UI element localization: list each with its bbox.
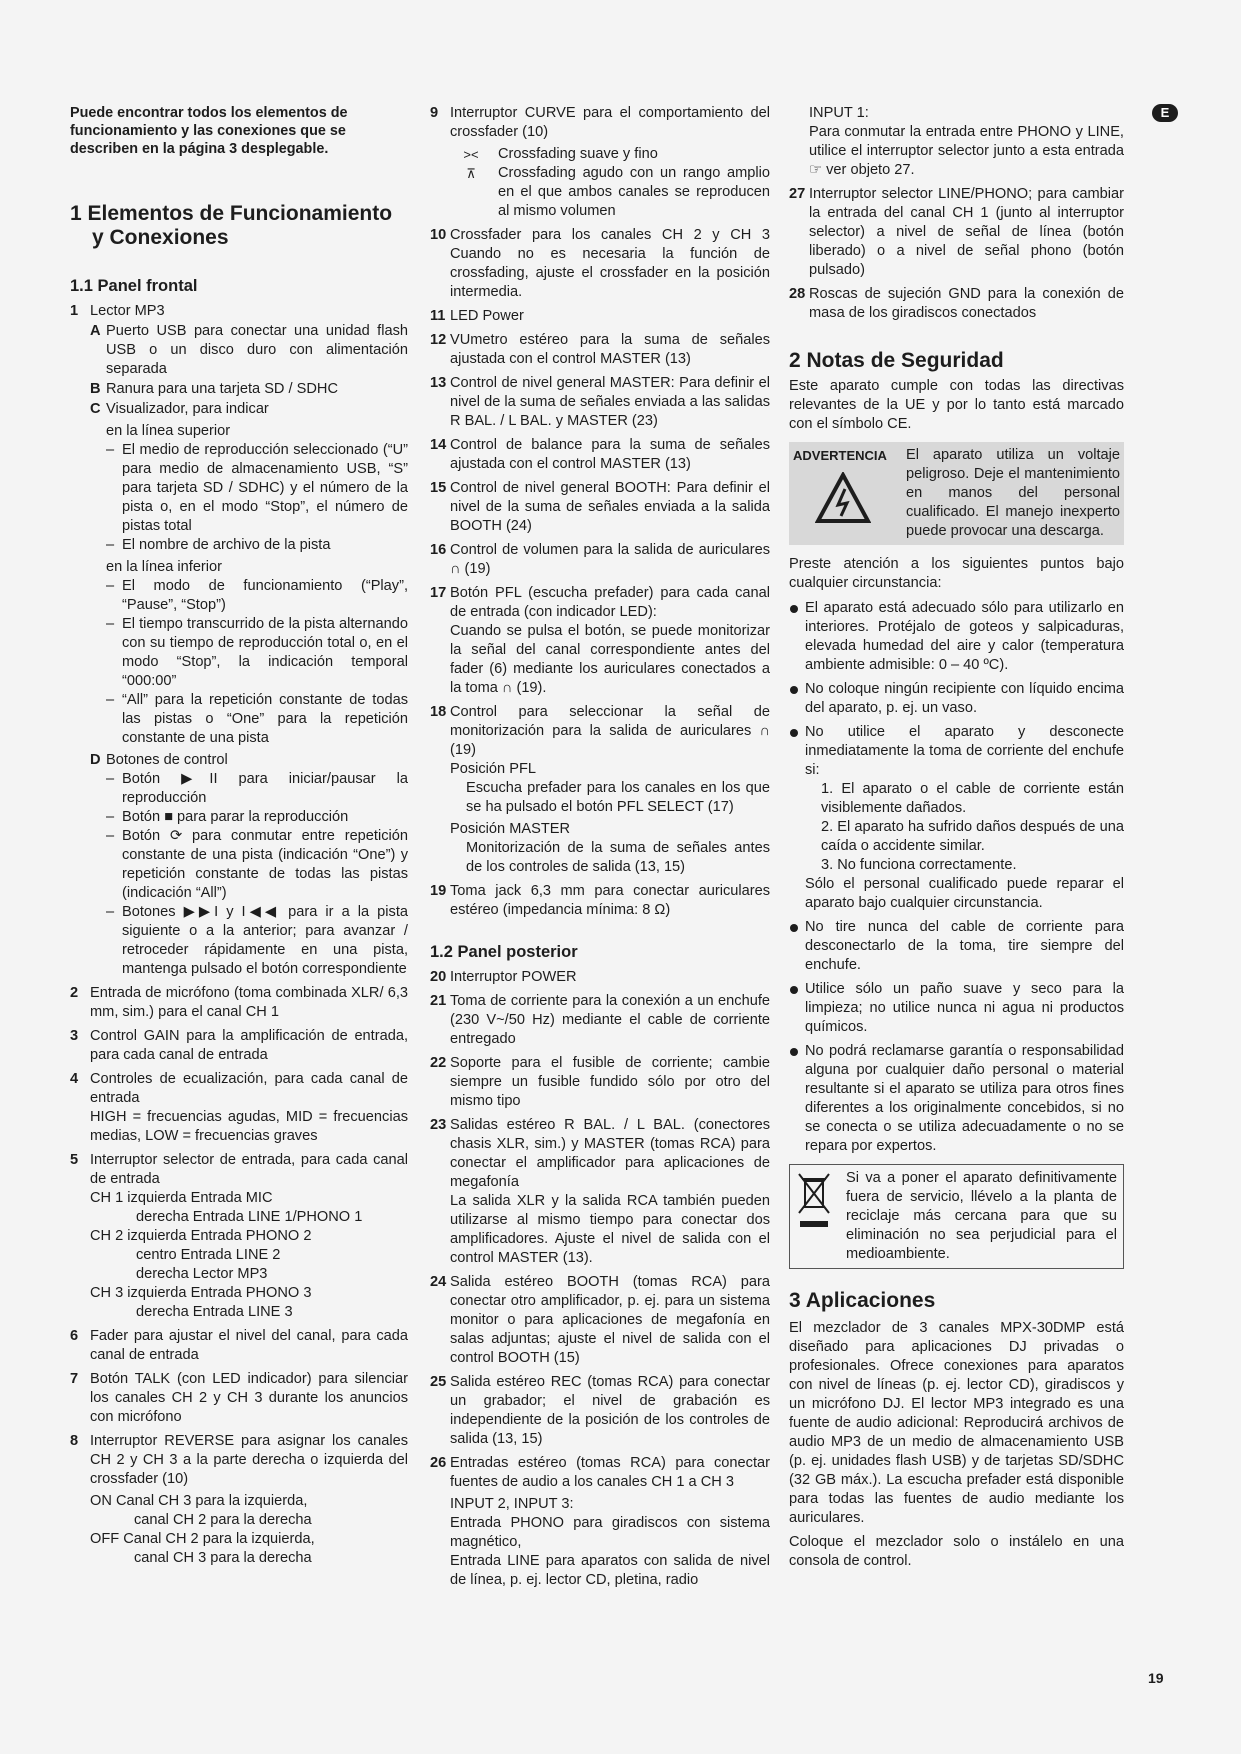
item-20: 20 Interruptor POWER — [430, 969, 577, 985]
safety-bullet-5: Utilice sólo un paño suave y seco para la limpieza; no utilice nunca ni agua ni productos químicos. — [789, 980, 1124, 1037]
item-11: 11 LED Power — [430, 308, 524, 324]
item-27: 27 Interruptor selector LINE/PHONO; para cambiar la entrada del canal CH 1 (junto al interruptor selector) a nivel de señal de línea (botón liberado) o a nivel de señal phono (botón pulsado) — [789, 186, 1124, 278]
item-2: 2 Entrada de micrófono (toma combinada XLR/ 6,3 mm, sim.) para el canal CH 1 — [70, 985, 408, 1020]
crossed-bin-icon — [796, 1169, 832, 1235]
item-25: 25 Salida estéreo REC (tomas RCA) para conectar un grabador; el nivel de grabación es independiente de la posición de los controles de salida (13, 15) — [430, 1374, 770, 1447]
column-2 — [430, 104, 770, 1595]
section-1-title: 1 Elementos de Funcionamiento y Conexiones — [70, 202, 393, 249]
safety-bullet-3: No utilice el aparato y desconecte inmediatamente la toma de corriente del enchufe si: 1. El aparato o el cable de corriente están visiblemente dañados. 2. El aparato ha sufrido daños después de una caída o accidente similar. 3. No funciona correctamente. Sólo el personal cualificado puede reparar el aparato bajo cualquier circunstancia. — [789, 723, 1124, 913]
item-9: 9 Interruptor CURVE para el comportamiento del crossfader (10) >< Crossfading suave y fino ⊼ Crossfading agudo con un rango amplio en el que ambos canales se reproducen al mismo volumen — [430, 105, 770, 219]
column-1 — [70, 104, 408, 1573]
item-15: 15 Control de nivel general BOOTH: Para definir el nivel de la suma de señales enviada a la salida BOOTH (24) — [430, 480, 770, 534]
item-19: 19 Toma jack 6,3 mm para conectar auriculares estéreo (impedancia mínima: 8 Ω) — [430, 883, 770, 918]
attention-text: Preste atención a los siguientes puntos bajo cualquier circunstancia: — [789, 556, 1124, 591]
safety-bullet-1: El aparato está adecuado sólo para utilizarlo en interiores. Protéjalo de goteos y salpicaduras, elevada humedad del aire y calor (temperatura ambiente admisible: 0 – 40 ºC). — [789, 599, 1124, 675]
recycling-box — [789, 1164, 1124, 1269]
section-3-title: 3 Aplicaciones — [789, 1289, 936, 1312]
item-13: 13 Control de nivel general MASTER: Para definir el nivel de la suma de señales enviada a las salidas R BAL. / L BAL. y MASTER (23) — [430, 375, 770, 429]
item-6: 6 Fader para ajustar el nivel del canal, para cada canal de entrada — [70, 1328, 408, 1363]
page-number: 19 — [1148, 1670, 1164, 1686]
item-18: 18 Control para seleccionar la señal de monitorización para la salida de auriculares ∩ (19) Posición PFL Escucha prefader para los canales en los que se ha pulsado el botón PFL SELECT (17) Posición MASTER Monitorización de la suma de señales antes de los controles de salida (13, 15) — [430, 704, 770, 875]
item-21: 21 Toma de corriente para la conexión a un enchufe (230 V~/50 Hz) mediante el cable de corriente entregado — [430, 993, 770, 1047]
item-28: 28 Roscas de sujeción GND para la conexión de masa de los giradiscos conectados — [789, 286, 1124, 321]
item-26: 26 Entradas estéreo (tomas RCA) para conectar fuentes de audio a los canales CH 1 a CH 3 INPUT 2, INPUT 3: Entrada PHONO para giradiscos con sistema magnético, Entrada LINE para aparatos con salida de nivel de línea, p. ej. lector CD, pletina, radio — [430, 1455, 770, 1588]
safety-intro: Este aparato cumple con todas las directivas relevantes de la UE y por lo tanto está marcado con el símbolo CE. — [789, 378, 1124, 432]
safety-bullet-6: No podrá reclamarse garantía o responsabilidad alguna por cualquier daño personal o material resultante si el aparato se utiliza para otros fines diferentes a los originalmente concebidos, si no se conecta o se utiliza adecuadamente o no se repara por expertos. — [789, 1042, 1124, 1156]
subsection-front-title: 1.1 Panel frontal — [70, 277, 198, 295]
applications-text: El mezclador de 3 canales MPX-30DMP está diseñado para aplicaciones DJ privadas o profesionales. Ofrece conexiones para aparatos con nivel de líneas (p. ej. lector CD), giradiscos y un micrófono DJ. El lector MP3 integrado es una fuente de audio adicional: Reproducirá archivos de audio MP3 de un medio de almacenamiento USB (p. ej. unidades flash USB) y de tarjetas SD/SDHC (32 GB máx.). La escucha prefader está disponible para todas las fuentes de audio mediante los auriculares. — [789, 1320, 1124, 1526]
item-23: 23 Salidas estéreo R BAL. / L BAL. (conectores chasis XLR, sim.) y MASTER (tomas RCA) para conectar el amplificador para aplicaciones de megafonía La salida XLR y la salida RCA también pueden utilizarse al mismo tiempo para conectar dos amplificadores. Ajuste el nivel de salida con el control MASTER (13). — [430, 1117, 770, 1266]
high-voltage-icon — [815, 472, 871, 524]
applications-text-2: Coloque el mezclador solo o instálelo en una consola de control. — [789, 1534, 1124, 1569]
sharp-curve-icon: ⊼ — [466, 166, 476, 181]
recycling-text: Si va a poner el aparato definitivamente fuera de servicio, llévelo a la planta de reciclaje más cercana para que su eliminación no sea perjudicial para el medioambiente. — [846, 1170, 1117, 1262]
item-5: 5 Interruptor selector de entrada, para cada canal de entrada CH 1 izquierda Entrada MIC derecha Entrada LINE 1/PHONO 1 CH 2 izquierda Entrada PHONO 2 centro Entrada LINE 2 derecha Lector MP3 CH 3 izquierda Entrada PHONO 3 derecha Entrada LINE 3 — [70, 1152, 408, 1320]
language-badge: E — [1152, 104, 1178, 122]
column-3 — [789, 104, 1124, 1571]
warning-box — [789, 442, 1124, 545]
item-8: 8 Interruptor REVERSE para asignar los canales CH 2 y CH 3 a la parte derecha o izquierda del crossfader (10) ON Canal CH 3 para la izquierda, canal CH 2 para la derecha OFF Canal CH 2 para la izquierda, canal CH 3 para la derecha — [70, 1433, 408, 1566]
warning-text: El aparato utiliza un voltaje peligroso. Deje el mantenimiento en manos del personal cualificado. El manejo inexperto puede provocar una descarga. — [906, 447, 1120, 539]
safety-bullet-2: No coloque ningún recipiente con líquido encima del aparato, p. ej. un vaso. — [789, 680, 1124, 718]
safety-bullet-4: No tire nunca del cable de corriente para desconectarlo de la toma, tire siempre del enchufe. — [789, 918, 1124, 975]
item-17: 17 Botón PFL (escucha prefader) para cada canal de entrada (con indicador LED): Cuando se pulsa el botón, se puede monitorizar la señal del canal correspondiente antes del fader (6) mediante los auriculares conectados a la toma ∩ (19). — [430, 585, 770, 696]
item-22: 22 Soporte para el fusible de corriente; cambie siempre un fusible fundido sólo por otro del mismo tipo — [430, 1055, 770, 1109]
section-2-title: 2 Notas de Seguridad — [789, 349, 1004, 372]
item-10: 10 Crossfader para los canales CH 2 y CH 3 Cuando no es necesaria la función de crossfading, ajuste el crossfader en la posición intermedia. — [430, 227, 770, 300]
soft-curve-icon: >< — [463, 147, 479, 162]
item-3: 3 Control GAIN para la amplificación de entrada, para cada canal de entrada — [70, 1028, 408, 1063]
subsection-rear-title: 1.2 Panel posterior — [430, 943, 578, 961]
warning-label: ADVERTENCIA — [793, 448, 887, 463]
item-26-continued: INPUT 1: Para conmutar la entrada entre PHONO y LINE, utilice el interruptor selector junto a esta entrada ☞ ver objeto 27. — [809, 105, 1124, 178]
item-16: 16 Control de volumen para la salida de auriculares ∩ (19) — [430, 542, 770, 577]
item-24: 24 Salida estéreo BOOTH (tomas RCA) para conectar otro amplificador, p. ej. para un sistema monitor o para aplicaciones de megafonía en salas adjuntas; ajuste el nivel de salida con el control BOOTH (15) — [430, 1274, 770, 1366]
item-1: 1 Lector MP3 A Puerto USB para conectar una unidad flash USB o un disco duro con alimentación separada B Ranura para una tarjeta SD / SDHC C Visualizador, para indicar en la línea superior – El medio de reproducción seleccionado (“U” para medio de almacenamiento USB, “S” para tarjeta SD / SDHC) y el número de la pista o, en el modo “Stop”, el número de pistas total – El nombre de archivo de la pista en la línea inferior – El modo de funcionamiento (“Play”, “Pause”, “Stop”) – El tiempo transcurrido de la pista alternando con su tiempo de reproducción total o, en el modo “Stop”, la indicación temporal “000:00” – “All” para la repetición constante de todas las pistas o “One” para la repetición constante de una pista D Botones de control – Botón ▶II para iniciar/pausar la reproducción – Botón ■ para parar la reproducción – Botón ⟳ para conmutar entre repetición constante de una pista (indicación “One”) y repetición constante de todas las pistas (indicación “All”) – Botones ▶▶I y I◀◀ para ir a la pista siguiente o a la anterior; para avanzar / retroceder rápidamente en una pista, mantenga pulsado el botón correspondiente — [70, 302, 408, 979]
intro-text: Puede encontrar todos los elementos de funcionamiento y las conexiones que se describen en la página 3 desplegable. — [70, 105, 348, 157]
item-4: 4 Controles de ecualización, para cada canal de entrada HIGH = frecuencias agudas, MID = frecuencias medias, LOW = frecuencias graves — [70, 1071, 408, 1144]
item-14: 14 Control de balance para la suma de señales ajustada con el control MASTER (13) — [430, 437, 770, 472]
item-12: 12 VUmetro estéreo para la suma de señales ajustada con el control MASTER (13) — [430, 332, 770, 367]
item-7: 7 Botón TALK (con LED indicador) para silenciar los canales CH 2 y CH 3 durante los anuncios con micrófono — [70, 1371, 408, 1425]
